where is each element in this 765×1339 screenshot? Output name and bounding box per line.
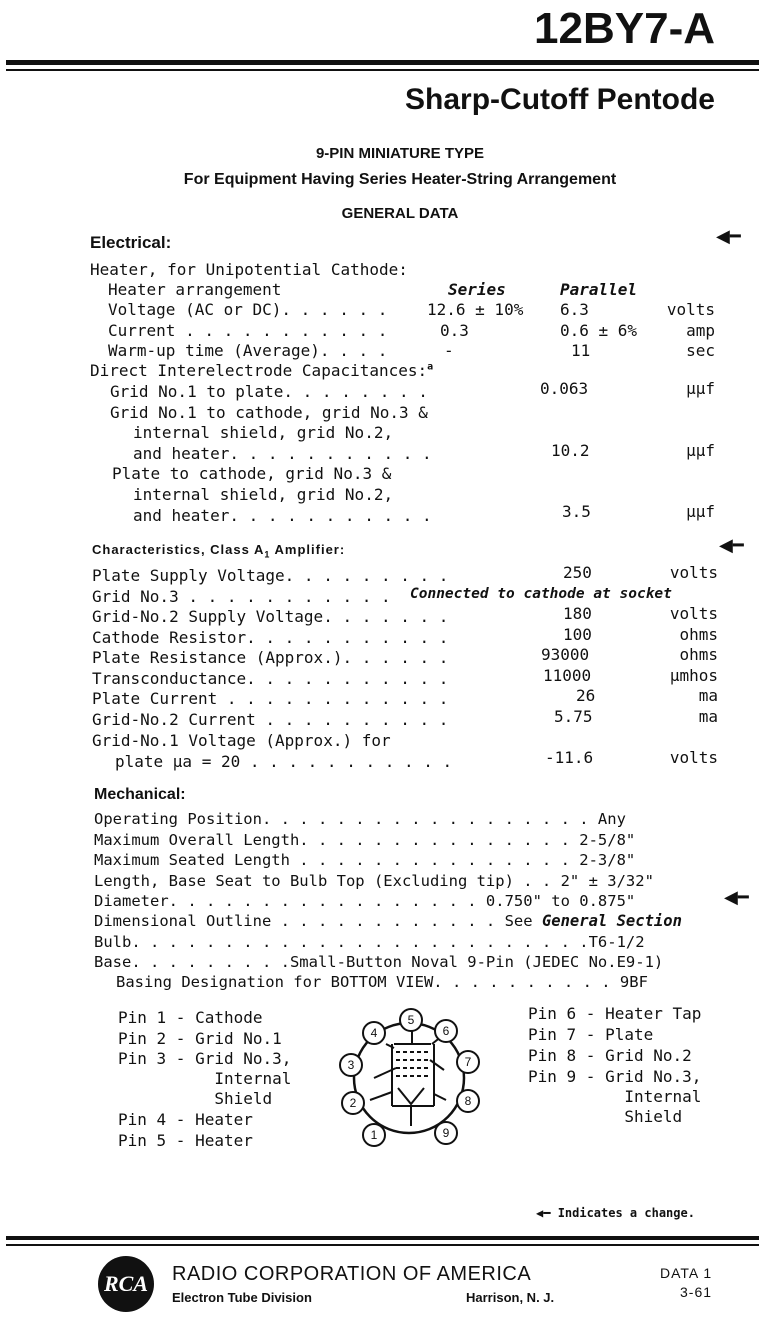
pin-label: Pin 9 - Grid No.3, (528, 1067, 702, 1086)
char-row-label: Transconductance. . . . . . . . . . . (92, 669, 449, 688)
grid3-label: Grid No.3 . . . . . . . . . . . (92, 587, 391, 606)
cap-row-unit: µµf (686, 441, 715, 460)
cap-row-line: internal shield, grid No.2, (133, 485, 394, 504)
char-row-value: 26 (576, 686, 596, 705)
char-row-value: 5.75 (554, 707, 593, 726)
heater-row-parallel: 11 (571, 341, 591, 360)
heater-row-parallel: 0.6 ± 6% (560, 321, 638, 340)
heater-row-unit: amp (686, 321, 715, 340)
cap-row-line: Grid No.1 to plate. . . . . . . . (110, 382, 428, 401)
change-arrow-icon: ◀━ (536, 1206, 558, 1220)
heater-row-parallel: 6.3 (560, 300, 589, 319)
heater-row-unit: sec (686, 341, 715, 360)
pin-label: Pin 8 - Grid No.2 (528, 1046, 692, 1065)
heater-for-label: Heater, for Unipotential Cathode: (90, 260, 408, 279)
pin-label: Pin 6 - Heater Tap (528, 1004, 702, 1023)
cap-row-value: 0.063 (540, 379, 589, 398)
outline-label: Dimensional Outline . . . . . . . . . . . . See (94, 912, 542, 930)
base-line: Base. . . . . . . . .Small-Button Noval 9-Pin (JEDEC No.E9-1) (94, 953, 664, 971)
pin-label: Pin 4 - Heater (118, 1110, 253, 1129)
date-code: 3-61 (680, 1284, 713, 1300)
electrode-sketch (370, 1030, 446, 1126)
pin-label: Pin 7 - Plate (528, 1025, 654, 1044)
char-row-label: Plate Supply Voltage. . . . . . . . . (92, 566, 449, 585)
cap-row-line: internal shield, grid No.2, (133, 423, 394, 442)
cap-row-unit: µµf (686, 379, 715, 398)
char-row-value: 93000 (541, 645, 590, 664)
characteristics-heading (92, 542, 345, 560)
mechanical-line: Maximum Overall Length. . . . . . . . . . . . . . . 2-5/8" (94, 831, 636, 849)
col-series: Series (448, 280, 506, 299)
characteristics-tail: Amplifier: (270, 542, 346, 557)
grid1-label-line1: Grid-No.1 Voltage (Approx.) for (92, 731, 391, 750)
mechanical-line: Maximum Seated Length . . . . . . . . . . . . . . . 2-3/8" (94, 851, 636, 869)
pin-number-8: 8 (456, 1089, 480, 1113)
pin-number-7: 7 (456, 1050, 480, 1074)
heater-row-unit: volts (666, 300, 715, 319)
pin-label: Pin 5 - Heater (118, 1131, 253, 1150)
capacitances-label: Direct Interelectrode Capacitances: (90, 361, 428, 380)
pin-number-2: 2 (341, 1091, 365, 1115)
capacitances-heading (90, 361, 433, 380)
pin-number-4: 4 (362, 1021, 386, 1045)
change-note-text: Indicates a change. (557, 1206, 695, 1220)
characteristics-label: Characteristics, Class A (92, 542, 265, 557)
change-note (536, 1206, 695, 1220)
cap-row-value: 3.5 (562, 502, 591, 521)
char-row-label: Grid-No.2 Supply Voltage. . . . . . . (92, 607, 449, 626)
pin-label: Pin 2 - Grid No.1 (118, 1029, 282, 1048)
type-line: 9-PIN MINIATURE TYPE (315, 145, 485, 162)
char-row-value: 100 (563, 625, 592, 644)
data-label: DATA 1 (660, 1265, 713, 1281)
mechanical-line: Operating Position. . . . . . . . . . . . . . . . . . Any (94, 810, 626, 828)
cap-row-line: and heater. . . . . . . . . . . (133, 444, 432, 463)
bottom-rule-thick (6, 1236, 759, 1240)
heater-row-series: 12.6 ± 10% (427, 300, 524, 319)
outline-value: General Section (541, 912, 682, 930)
char-row-label: Plate Current . . . . . . . . . . . . (92, 689, 449, 708)
basing-line: Basing Designation for BOTTOM VIEW. . . . . . . . . . 9BF (116, 973, 648, 991)
char-row-value: 180 (563, 604, 592, 623)
grid1-value: -11.6 (545, 748, 594, 767)
char-row-unit: ma (698, 686, 718, 705)
pin-number-6: 6 (434, 1019, 458, 1043)
cap-row-line: Plate to cathode, grid No.3 & (112, 464, 392, 483)
char-row-unit: volts (669, 604, 718, 623)
char-row-unit: volts (669, 563, 718, 582)
top-rule-thick (6, 60, 759, 65)
pin-number-1: 1 (362, 1123, 386, 1147)
change-arrow-icon: ◀━ (719, 535, 744, 556)
characteristics-sub: 1 (264, 549, 271, 560)
mechanical-line: Length, Base Seat to Bulb Top (Excluding tip) . . 2" ± 3/32" (94, 872, 654, 890)
rca-logo (98, 1256, 154, 1312)
change-arrow-icon: ◀━ (724, 887, 749, 908)
heater-row-series: - (444, 341, 454, 360)
heater-arrangement-label: Heater arrangement (108, 280, 282, 299)
top-rule-thin (6, 69, 759, 71)
general-data-heading: GENERAL DATA (341, 205, 459, 222)
char-row-unit: ohms (679, 625, 718, 644)
location: Harrison, N. J. (466, 1290, 555, 1305)
char-row-label: Grid-No.2 Current . . . . . . . . . . (92, 710, 449, 729)
pin-label: Pin 3 - Grid No.3, (118, 1049, 292, 1068)
cap-row-line: and heater. . . . . . . . . . . (133, 506, 432, 525)
bottom-rule-thin (6, 1244, 759, 1246)
char-row-label: Cathode Resistor. . . . . . . . . . . (92, 628, 449, 647)
char-row-label: Plate Resistance (Approx.). . . . . . (92, 648, 449, 667)
electrical-heading: Electrical: (90, 233, 172, 252)
bulb-line: Bulb. . . . . . . . . . . . . . . . . . . . . . . . .T6-1/2 (94, 933, 645, 951)
heater-row-label: Current . . . . . . . . . . . (108, 321, 388, 340)
mechanical-line: Diameter. . . . . . . . . . . . . . . . . 0.750" to 0.875" (94, 892, 636, 910)
pin-label: Internal (528, 1087, 702, 1106)
division-name: Electron Tube Division (172, 1290, 312, 1305)
heater-row-label: Voltage (AC or DC). . . . . . (108, 300, 388, 319)
capacitances-footnote: a (427, 361, 434, 373)
subtitle: Sharp-Cutoff Pentode (405, 83, 715, 116)
pin-label: Shield (528, 1107, 683, 1126)
pin-number-3: 3 (339, 1053, 363, 1077)
pin-label: Pin 1 - Cathode (118, 1008, 263, 1027)
heater-row-label: Warm-up time (Average). . . . (108, 341, 388, 360)
col-parallel: Parallel (560, 280, 638, 299)
change-arrow-icon: ◀━ (716, 226, 741, 247)
equipment-line: For Equipment Having Series Heater-String Arrangement (183, 171, 617, 188)
pin-label: Shield (118, 1089, 273, 1108)
char-row-unit: ma (698, 707, 718, 726)
char-row-value: 250 (563, 563, 592, 582)
char-row-unit: ohms (679, 645, 718, 664)
char-row-unit: µmhos (669, 666, 718, 685)
rca-logo-text: RCA (103, 1271, 149, 1296)
pin-number-5: 5 (399, 1008, 423, 1032)
cap-row-value: 10.2 (551, 441, 590, 460)
grid1-label-line2: plate µa = 20 . . . . . . . . . . . (115, 752, 453, 771)
cap-row-line: Grid No.1 to cathode, grid No.3 & (110, 403, 428, 422)
cap-row-unit: µµf (686, 502, 715, 521)
grid1-unit: volts (669, 748, 718, 767)
tube-type-title: 12BY7-A (534, 4, 715, 53)
company-name: RADIO CORPORATION OF AMERICA (172, 1263, 532, 1285)
mechanical-heading: Mechanical: (94, 786, 186, 803)
heater-row-series: 0.3 (440, 321, 469, 340)
grid3-value: Connected to cathode at socket (410, 586, 672, 602)
char-row-value: 11000 (543, 666, 592, 685)
pin-label: Internal (118, 1069, 292, 1088)
pin-number-9: 9 (434, 1121, 458, 1145)
outline-line (94, 912, 682, 930)
